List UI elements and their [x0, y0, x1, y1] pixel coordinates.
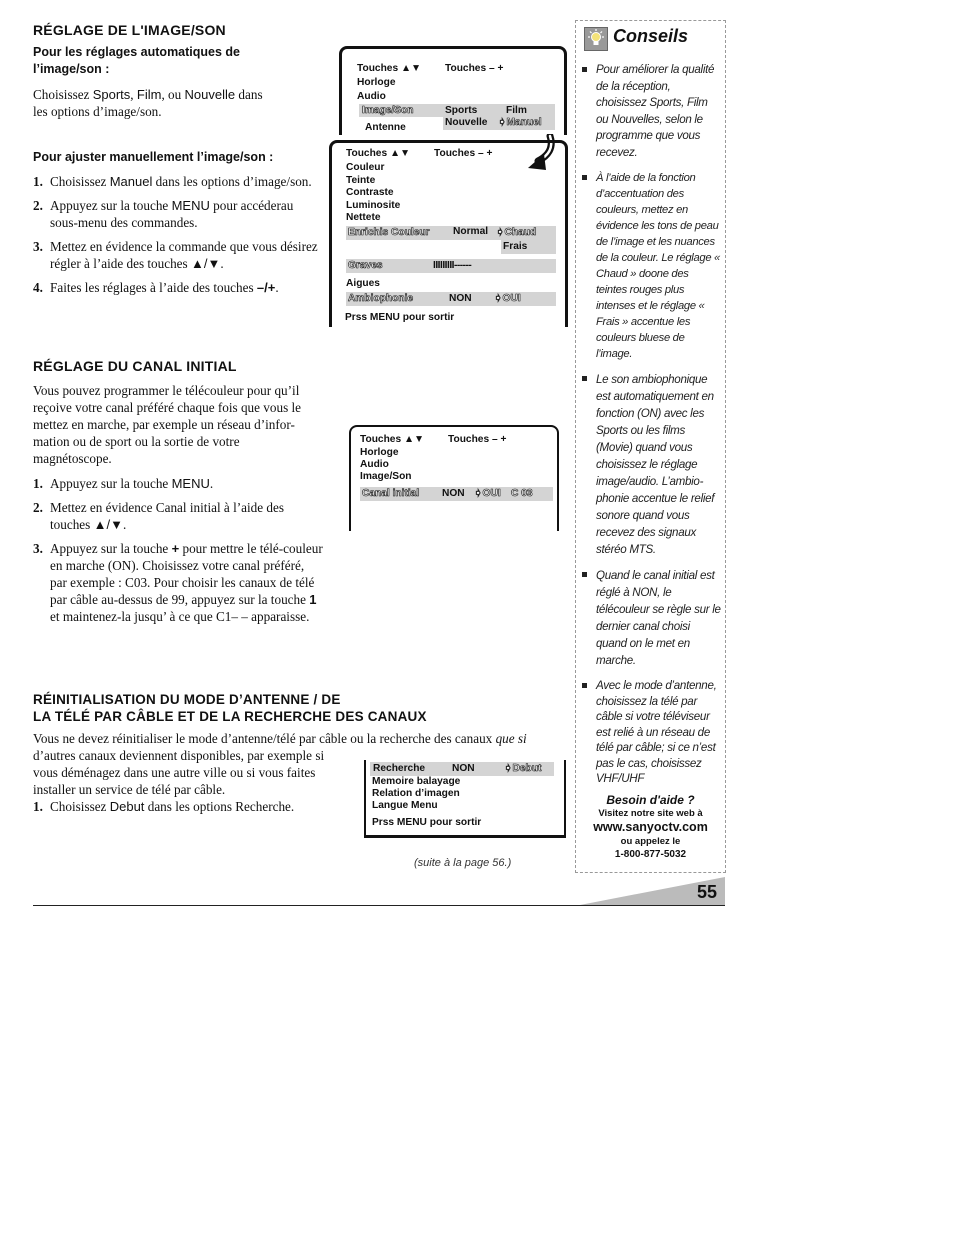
tv-screen-image-son: [339, 46, 567, 136]
menu-option-selected: ➧OUI: [494, 293, 521, 304]
section-heading-canal-initial: RÉGLAGE DU CANAL INITIAL: [33, 358, 237, 374]
menu-option: Sports: [445, 105, 478, 116]
menu-item: Contraste: [346, 187, 394, 198]
menu-selected-item: Canal initial: [362, 488, 420, 499]
menu-item: Luminosite: [346, 200, 401, 211]
help-text: Visitez notre site web à: [598, 808, 703, 819]
menu-option: Normal: [453, 226, 489, 237]
menu-col-header: Touches ▲▼: [357, 63, 422, 74]
continued-note: (suite à la page 56.): [414, 857, 512, 869]
menu-selected-item: Graves: [348, 260, 383, 271]
menu-item: Aigues: [346, 278, 380, 289]
menu-option: NON: [449, 293, 472, 304]
menu-option: Film: [506, 105, 527, 116]
menu-item: Audio: [357, 91, 386, 102]
menu-option-selected: ➧OUI: [474, 488, 501, 499]
menu-selected-item: Image/Son: [362, 105, 414, 116]
text-line: mation ou de sport ou la sortie de votre: [33, 434, 240, 449]
menu-item: Langue Menu: [372, 800, 438, 811]
lightbulb-icon: [584, 27, 608, 51]
manual-subheading: Pour ajuster manuellement l’image/son :: [33, 150, 274, 164]
menu-option: Frais: [503, 241, 528, 252]
manual-steps: [33, 173, 323, 303]
section-heading-image-son: RÉGLAGE DE L'IMAGE/SON: [33, 22, 226, 38]
auto-subheading: Pour les réglages automatiques de l’image/son :: [33, 45, 241, 76]
section-heading-reinit: RÉINITIALISATION DU MODE D’ANTENNE / DE LA TÉLÉ PAR CÂBLE ET DE LA RECHERCHE DES CANAUX: [33, 692, 427, 724]
menu-option-selected: ➧Manuel: [498, 117, 542, 128]
menu-item: Memoire balayage: [372, 776, 461, 787]
menu-item: Couleur: [346, 162, 385, 173]
text-line: mettez en marche, par exemple un réseau d’infor-: [33, 417, 295, 432]
menu-selected-item: Enrichis Couleur: [348, 227, 430, 238]
tip-item: Le son ambiophonique est automatiquement en fonction (ON) avec les Sports ou les films (Movie) quand vous choisissez le réglage image/audio. L’ambio-phonie accentue le relief sonore quand vous recevez des signaux stéréo MTS.: [576, 371, 722, 558]
tips-list: [576, 62, 722, 796]
step-item: 1. Appuyez sur la touche MENU.: [33, 476, 214, 491]
menu-col-header: Touches ▲▼: [360, 434, 425, 445]
help-title: Besoin d'aide ?: [606, 793, 695, 807]
text-line: reçoive votre canal préféré chaque fois que vous le: [33, 400, 302, 415]
menu-item: Antenne: [365, 122, 406, 133]
menu-option: NON: [442, 488, 465, 499]
tv-screen-recherche: [364, 760, 566, 838]
footer-rule: [33, 905, 725, 906]
tips-sidebar: [575, 20, 726, 873]
menu-col-header: Touches – +: [445, 63, 504, 74]
text-line: Vous pouvez programmer le télécouleur pour qu’il: [33, 383, 300, 398]
reinit-paragraph: Vous ne devez réinitialiser le mode d’antenne/télé par câble ou la recherche des canaux que si d’autres canaux deviennent disponibles, par exemple si vous déménagez dans une autre ville ou si vous faites installer un service de télé par câble.: [33, 731, 527, 797]
menu-item: Teinte: [346, 175, 376, 186]
menu-col-header: Touches ▲▼: [346, 148, 411, 159]
canal-intro: [33, 382, 333, 467]
help-url[interactable]: www.sanyoctv.com: [593, 820, 708, 834]
tv-screen-canal-initial: [349, 425, 559, 531]
menu-item: Horloge: [360, 447, 399, 458]
menu-option: Nouvelle: [445, 117, 488, 128]
step-item: 1. Choisissez Manuel dans les options d’image/son.: [33, 174, 312, 189]
menu-option-selected: ➧Debut: [504, 763, 542, 774]
menu-col-header: Touches – +: [434, 148, 493, 159]
reinit-steps: [33, 798, 353, 822]
help-text: ou appelez le: [620, 836, 681, 847]
help-phone: 1-800-877-5032: [614, 849, 687, 860]
step-item: 3. Appuyez sur la touche + pour mettre le télé-couleur en marche (ON). Choisissez votre canal préféré, par exemple : C03. Pour choisir les canaux de télé par câble au-dessus de 99, appuyez sur la touche 1 et maintenez-la jusqu’ à ce que C1– – apparaisse.: [33, 541, 323, 624]
tip-item: Pour améliorer la qualité de la réception, choisissez Sports, Film ou Nouvelles, selon le programme que vous recevez.: [576, 62, 722, 161]
page-number: 55: [697, 882, 718, 902]
menu-item: Image/Son: [360, 471, 412, 482]
step-item: 3. Mettez en évidence la commande que vous désirez régler à l’aide des touches ▲/▼.: [33, 239, 318, 271]
step-item: 4. Faites les réglages à l’aide des touches –/+.: [33, 280, 279, 295]
step-item: 2. Mettez en évidence Canal initial à l’aide des touches ▲/▼.: [33, 500, 284, 532]
menu-footer: Prss MENU pour sortir: [372, 817, 482, 828]
menu-item: Nettete: [346, 212, 381, 223]
tv-screen-picture-settings: [329, 140, 568, 324]
menu-item: Relation d’imagen: [372, 788, 460, 799]
menu-option: NON: [452, 763, 475, 774]
canal-steps: [33, 475, 323, 632]
menu-col-header: Touches – +: [448, 434, 507, 445]
menu-option-selected: ➧Chaud: [496, 227, 537, 238]
auto-paragraph: Choisissez Sports, Film, ou Nouvelle dans les options d’image/son.: [33, 87, 263, 119]
tips-title: Conseils: [613, 26, 689, 46]
menu-selected-item: Ambiophonie: [348, 293, 414, 304]
channel-value: C 03: [511, 488, 533, 499]
help-box: [576, 793, 725, 860]
level-bar: IIIIIIIII------: [433, 260, 472, 271]
menu-selected-item: Recherche: [373, 763, 426, 774]
menu-item: Audio: [360, 459, 389, 470]
tip-item: Avec le mode d’antenne, choisissez la télé par câble si votre téléviseur est relié à un réseau de télé par câble; si ce n’est pas le cas, choisissez VHF/UHF: [576, 678, 722, 787]
text-line: magnétoscope.: [33, 451, 112, 466]
step-item: 2. Appuyez sur la touche MENU pour accéderau sous-menu des commandes.: [33, 198, 294, 230]
tip-item: Quand le canal initial est réglé à NON, le télécouleur se règle sur le dernier canal choisi quand on le met en marche.: [576, 567, 722, 669]
menu-item: Horloge: [357, 77, 396, 88]
tip-item: À l’aide de la fonction d’accentuation des couleurs, mettez en évidence les tons de peau de l’image et les nuances de la couleur. Le réglage « Chaud » doone des teintes rouges plus intenses et le réglage « Frais » accentue les couleurs bluese de l’image.: [576, 170, 722, 362]
step-item: 1. Choisissez Debut dans les options Recherche.: [33, 799, 295, 814]
menu-footer: Prss MENU pour sortir: [345, 312, 455, 323]
